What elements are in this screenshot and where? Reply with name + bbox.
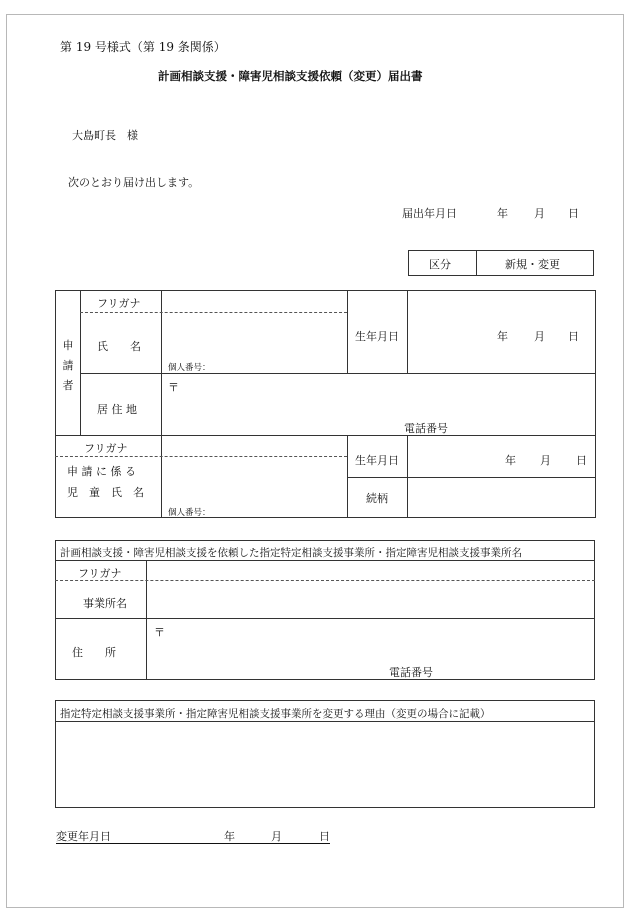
- change-date-label: 変更年月日: [56, 830, 111, 843]
- office-phone-label: 電話番号: [389, 666, 433, 679]
- child-furigana-label: フリガナ: [84, 442, 128, 455]
- line: [347, 477, 596, 478]
- child-label-line2: 児 童 氏 名: [67, 486, 144, 499]
- applicant-address-label: 居 住 地: [97, 403, 137, 416]
- intro-text: 次のとおり届け出します。: [68, 176, 200, 189]
- submit-date-year: 年: [497, 207, 508, 220]
- line: [347, 290, 348, 373]
- line: [55, 580, 595, 581]
- line: [146, 560, 147, 680]
- applicant-birth-day: 日: [568, 330, 579, 343]
- applicant-char-2: 請: [62, 359, 74, 372]
- applicant-postal-mark: 〒: [168, 381, 179, 394]
- category-value[interactable]: 新規・変更: [505, 258, 560, 271]
- change-date-day: 日: [319, 830, 330, 843]
- applicant-char-1: 申: [62, 339, 74, 352]
- category-divider: [476, 250, 477, 276]
- line: [55, 456, 347, 457]
- child-birth-day: 日: [576, 454, 587, 467]
- form-number: 第 19 号様式（第 19 条関係）: [60, 40, 226, 54]
- applicant-birth-label: 生年月日: [355, 330, 399, 343]
- child-personal-number: 個人番号：: [168, 508, 211, 518]
- applicant-personal-number: 個人番号：: [168, 363, 211, 373]
- office-name-label: 事業所名: [83, 597, 127, 610]
- applicant-char-3: 者: [62, 379, 74, 392]
- line: [80, 373, 596, 374]
- addressee: 大島町長 様: [72, 129, 138, 142]
- child-birth-year: 年: [505, 454, 516, 467]
- change-date-underline: [56, 843, 330, 844]
- line: [161, 290, 162, 518]
- change-date-month: 月: [271, 830, 282, 843]
- submit-date-day: 日: [568, 207, 579, 220]
- office-furigana-label: フリガナ: [78, 567, 122, 580]
- line: [55, 435, 596, 436]
- applicant-name-label: 氏 名: [97, 340, 141, 353]
- line: [55, 721, 595, 722]
- line: [55, 560, 595, 561]
- applicant-birth-month: 月: [534, 330, 545, 343]
- change-date-year: 年: [224, 830, 235, 843]
- office-address-label: 住 所: [72, 646, 116, 659]
- category-label: 区分: [429, 258, 451, 271]
- child-birth-label: 生年月日: [355, 454, 399, 467]
- line: [55, 618, 595, 619]
- line: [80, 312, 347, 313]
- submit-date-month: 月: [534, 207, 545, 220]
- office-table: [55, 540, 595, 680]
- office-postal-mark: 〒: [154, 626, 165, 639]
- reason-header: 指定特定相談支援事業所・指定障害児相談支援事業所を変更する理由（変更の場合に記載）: [60, 708, 491, 720]
- child-relation-label: 続柄: [366, 492, 388, 505]
- child-label-line1: 申 請 に 係 る: [67, 465, 136, 478]
- applicant-phone-label: 電話番号: [404, 422, 448, 435]
- office-header: 計画相談支援・障害児相談支援を依頼した指定特定相談支援事業所・指定障害児相談支援事業所名: [60, 547, 522, 559]
- applicant-furigana-label: フリガナ: [97, 297, 141, 310]
- applicant-birth-year: 年: [497, 330, 508, 343]
- submit-date-label: 届出年月日: [402, 207, 457, 220]
- form-title: 計画相談支援・障害児相談支援依頼（変更）届出書: [158, 69, 423, 83]
- child-birth-month: 月: [540, 454, 551, 467]
- line: [407, 290, 408, 373]
